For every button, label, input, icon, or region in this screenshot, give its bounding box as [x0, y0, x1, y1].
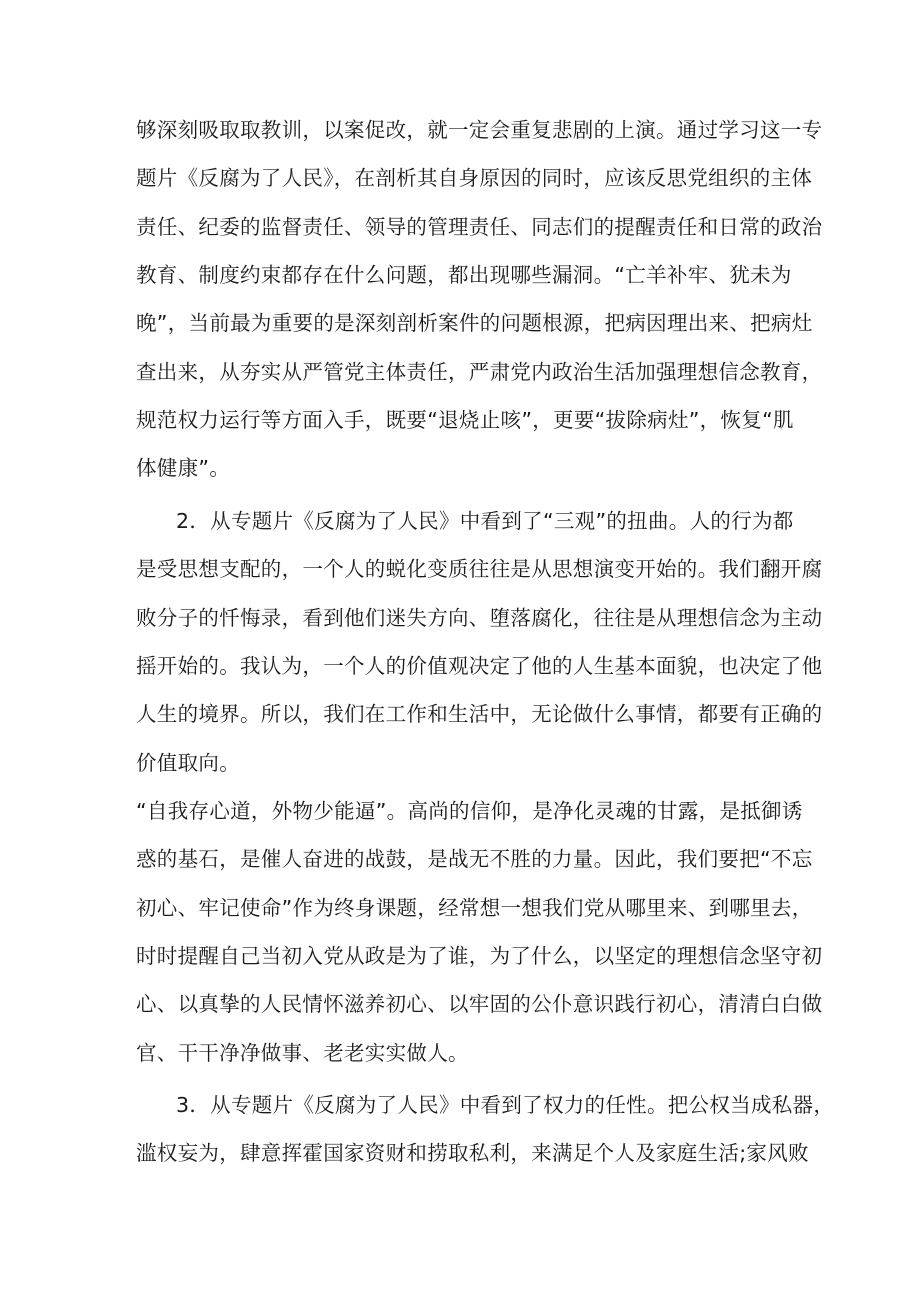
text-line: 体健康”。 — [136, 456, 231, 480]
text-line: 晚”，当前最为重要的是深刻剖析案件的问题根源，把病因理出来、把病灶 — [136, 311, 813, 335]
text-line: 滥权妄为，肆意挥霍国家资财和捞取私利，来满足个人及家庭生活;家风败 — [136, 1141, 809, 1165]
text-line: 责任、纪委的监督责任、领导的管理责任、同志们的提醒责任和日常的政治 — [136, 215, 823, 239]
text-line: 官、干干净净做事、老老实实做人。 — [136, 1041, 469, 1065]
text-line: 初心、牢记使命”作为终身课题，经常想一想我们党从哪里来、到哪里去， — [136, 896, 813, 920]
text-line: 查出来，从夯实从严管党主体责任，严肃党内政治生活加强理想信念教育， — [136, 360, 823, 384]
text-line: 惑的基石，是催人奋进的战鼓，是战无不胜的力量。因此，我们要把“不忘 — [136, 847, 813, 871]
text-line: 是受思想支配的，一个人的蜕化变质往往是从思想演变开始的。我们翻开腐 — [136, 557, 823, 581]
text-line: 题片《反腐为了人民》，在剖析其自身原因的同时，应该反思党组织的主体 — [136, 166, 813, 190]
paragraph-3-start: 3．从专题片《反腐为了人民》中看到了权力的任性。把公权当成私器， — [176, 1093, 835, 1117]
text-line: 价值取向。 — [136, 751, 240, 775]
text-line: 摇开始的。我认为，一个人的价值观决定了他的人生基本面貌，也决定了他 — [136, 654, 823, 678]
quote-paragraph-start: “自我存心道，外物少能逼”。高尚的信仰，是净化灵魂的甘露，是抵御诱 — [136, 799, 803, 823]
text-line: 够深刻吸取取教训，以案促改，就一定会重复悲剧的上演。通过学习这一专 — [136, 118, 823, 142]
text-line: 时时提醒自己当初入党从政是为了谁，为了什么，以坚定的理想信念坚守初 — [136, 944, 823, 968]
text-line: 教育、制度约束都存在什么问题，都出现哪些漏洞。“亡羊补牢、犹未为 — [136, 263, 792, 287]
text-line: 人生的境界。所以，我们在工作和生活中，无论做什么事情，都要有正确的 — [136, 702, 823, 726]
paragraph-2-start: 2．从专题片《反腐为了人民》中看到了“三观”的扭曲。人的行为都 — [176, 509, 794, 533]
text-line: 规范权力运行等方面入手，既要“退烧止咳”，更要“拔除病灶”，恢复“肌 — [136, 408, 794, 432]
text-line: 心、以真挚的人民情怀滋养初心、以牢固的公仆意识践行初心，清清白白做 — [136, 992, 823, 1016]
text-line: 败分子的忏悔录，看到他们迷失方向、堕落腐化，往往是从理想信念为主动 — [136, 606, 823, 630]
